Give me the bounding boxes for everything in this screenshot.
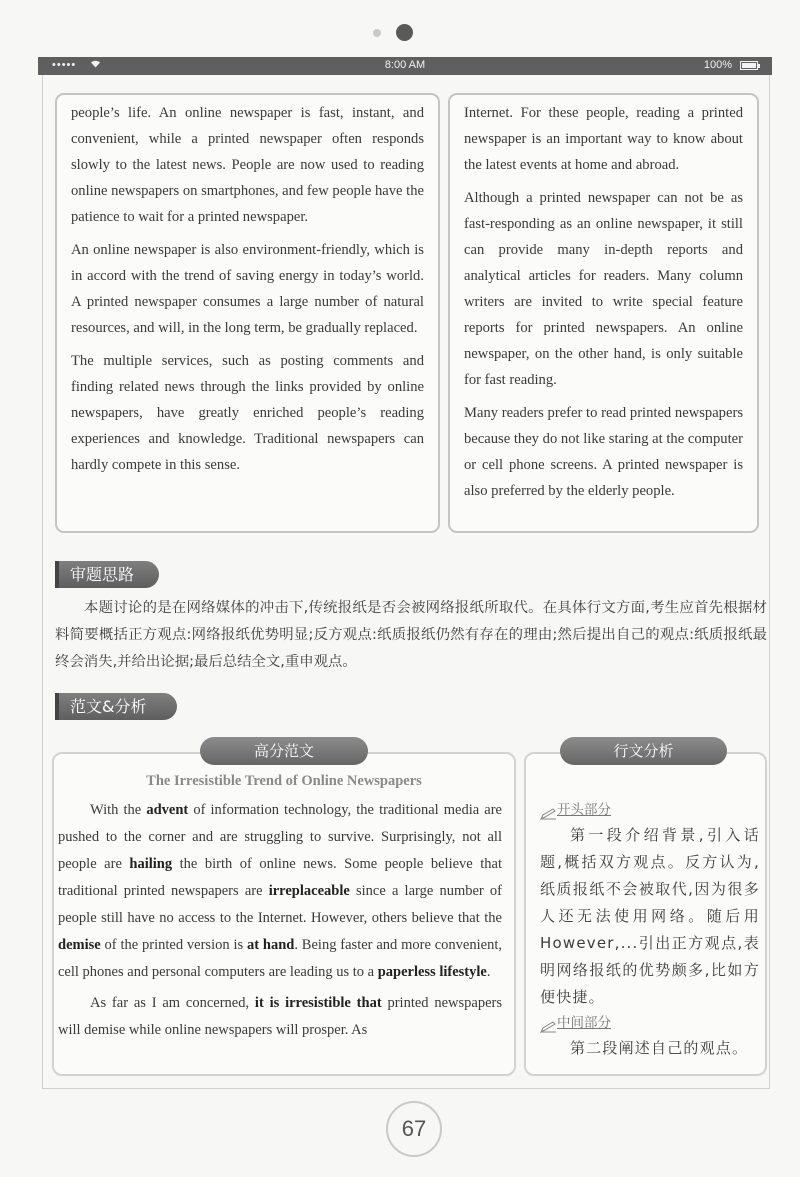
- page-indicator-dot[interactable]: [373, 29, 381, 37]
- keyword: advent: [146, 802, 189, 818]
- material-box-right: [448, 93, 759, 533]
- essay-label: 高分范文: [200, 737, 368, 765]
- keyword: demise: [58, 937, 101, 953]
- analysis-tag-middle: [540, 1011, 760, 1035]
- analysis-text: 第一段介绍背景,引入话题,概括双方观点。反方认为,纸质报纸不会被取代,因为很多人还无法使用网络。随后用However,...引出正方观点,表明网络报纸的优势颇多,比如方便快捷。: [540, 826, 760, 1006]
- paragraph: An online newspaper is also environment-friendly, which is in accord with the trend of saving energy in today’s world. A printed newspaper consumes a large number of natural resources, and will, in the long term, be gradually replaced.: [71, 242, 424, 336]
- essay-paragraph: [58, 990, 502, 1044]
- battery-icon: [740, 61, 758, 70]
- page-indicator-dot-active[interactable]: [396, 24, 413, 41]
- text-run: since a large number of people still have no access to the Internet. However, others believe that the: [58, 883, 502, 926]
- text-run: .: [486, 964, 491, 980]
- essay-title: The Irresistible Trend of Online Newspapers: [146, 773, 422, 789]
- section-heading-essay: 范文&分析: [55, 693, 177, 720]
- paragraph: people’s life. An online newspaper is fast, instant, and convenient, while a printed newspaper often responds slowly to the latest news. People are now used to reading online newspapers on smartphones, and few people have the patience to wait for a printed newspaper.: [71, 105, 424, 225]
- material-box-left: [55, 93, 440, 533]
- analysis-text: 第二段阐述自己的观点。: [570, 1039, 749, 1057]
- keyword: hailing: [129, 856, 173, 872]
- keyword: at hand: [246, 937, 295, 953]
- pen-icon: [540, 1017, 557, 1029]
- status-bar: [38, 57, 772, 75]
- essay-paragraph: [58, 797, 502, 986]
- text-run: With the: [90, 802, 147, 818]
- text-run: the birth of online news. Some people believe that traditional printed newspapers are: [58, 856, 502, 899]
- analysis-body: [540, 798, 760, 1062]
- analysis-tag-opening: [540, 798, 760, 822]
- tag-label: 中间部分: [557, 1015, 611, 1031]
- tag-label: 开头部分: [557, 802, 611, 818]
- review-text: 本题讨论的是在网络媒体的冲击下,传统报纸是否会被网络报纸所取代。在具体行文方面,考生应首先根据材料简要概括正方观点:网络报纸优势明显;反方观点:纸质报纸仍然有存在的理由;然后提出自己的观点:纸质报纸最终会消失,并给出论据;最后总结全文,重申观点。: [55, 600, 767, 670]
- text-run: of the printed version is: [100, 937, 247, 953]
- keyword: paperless lifestyle: [377, 964, 487, 980]
- pen-icon: [540, 804, 557, 816]
- signal-icon: •••••: [52, 59, 77, 71]
- analysis-label: 行文分析: [560, 737, 727, 765]
- battery-percent: 100%: [703, 59, 732, 71]
- keyword: it is irresistible that: [254, 995, 382, 1011]
- paragraph: Many readers prefer to read printed newspapers because they do not like staring at the computer or cell phone screens. A printed newspaper is also preferred by the elderly people.: [464, 405, 743, 499]
- text-run: As far as I am concerned,: [90, 995, 255, 1011]
- text-run: printed newspapers will demise while online newspapers will prosper. As: [58, 995, 503, 1038]
- keyword: irreplaceable: [268, 883, 350, 899]
- page-number: 67: [386, 1101, 442, 1157]
- section-heading-review: 审题思路: [55, 561, 159, 588]
- text-run: of information technology, the traditional media are pushed to the corner and are struggling to survive. Surprisingly, not all people are: [58, 802, 502, 872]
- essay-body: [58, 797, 502, 1048]
- paragraph: Internet. For these people, reading a printed newspaper is an important way to know about the latest events at home and abroad.: [464, 105, 743, 173]
- paragraph: Although a printed newspaper can not be as fast-responding as an online newspaper, it still can provide many in-depth reports and analytical articles for readers. Many column writers are invited to write special feature reports for printed newspapers. An online newspaper, on the other hand, is only suitable for fast reading.: [464, 190, 743, 388]
- text-run: . Being faster and more convenient, cell phones and personal computers are leading us to a: [58, 937, 502, 980]
- paragraph: The multiple services, such as posting comments and finding related news through the links provided by online newspapers, have greatly enriched people’s reading experiences and knowledge. Traditional newspapers can hardly compete in this sense.: [71, 353, 424, 473]
- status-time: 8:00 AM: [384, 59, 426, 71]
